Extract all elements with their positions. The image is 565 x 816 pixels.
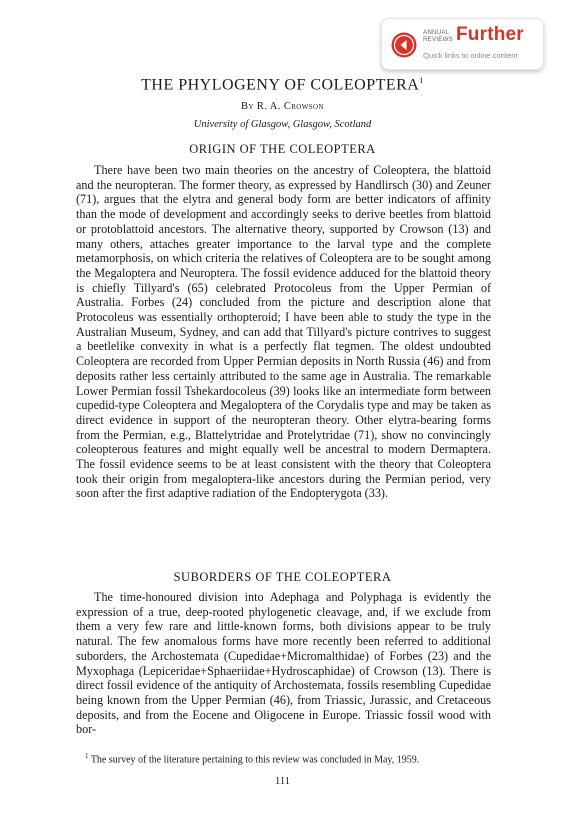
section-heading-suborders: SUBORDERS OF THE COLEOPTERA bbox=[173, 570, 392, 584]
section-paragraph-origin: There have been two main theories on the ancestry of Coleoptera, the blattoid and the neuropteran. The former theory, as expressed by Handlirsch (30) and Zeuner (71), argues that the elytra and general body form are better indicators of affinity than the mode of development and accordingly seeks to derive beetles from blattoid or protoblattoid ancestors. The alternative theory, supported by Crowson (13) and many others, attaches greater importance to the larval type and the complete metamorphosis, on which criteria the relatives of Coleoptera are to be sought among the Megaloptera and Neuroptera. The fossil evidence adduced for the blattoid theory is chiefly Tillyard's (65) celebrated Protocoleus from the Upper Permian of Australia. Forbes (24) concluded from the picture and description alone that Protocoleus was essentially orthopteroid; I have been able to study the type in the Australian Museum, Sydney, and can add that Tillyard's picture contrives to suggest a beetlelike convexity in what is a perfectly flat tegmen. The oldest undoubted Coleoptera are recorded from Upper Permian deposits in North Russia (46) and from deposits rather less certainly attributed to the same age in Australia. The remarkable Lower Permian fossil Tshekardocoleus (39) looks like an intermediate form between cupedid-type Coleoptera and Megaloptera of the Corydalis type and may be taken as direct evidence in support of the neuropteran theory. Other elytra-bearing forms from the Permian, e.g., Blattelytridae and Protelytridae (71), show no convincingly coleopterous features and might equally well be ancestral to modern Dermaptera. The fossil evidence seems to be at least consistent with the theory that Coleoptera took their origin from megaloptera-like ancestors during the Permian period, very soon after the first adaptive radiation of the Endopterygota (33). bbox=[76, 163, 491, 501]
affiliation-line: University of Glasgow, Glasgow, Scotland bbox=[193, 119, 372, 130]
page-number: 111 bbox=[275, 776, 290, 787]
arrow-circle-icon bbox=[391, 32, 417, 58]
section-paragraph-suborders: The time-honoured division into Adephaga and Polyphaga is evidently the expression of a true, deep-rooted phylogenetic cleavage, and, if we exclude from them a very few rare and little-known forms, both divisions appear to be truly natural. The few anomalous forms have more recently been referred to additional suborders, the Archostemata (Cupedidae+Micromalthidae) of Forbes (23) and the Myxophaga (Lepiceridae+Sphaeriidae+Hydroscaphidae) of Crowson (13). There is direct fossil evidence of the antiquity of Archostemata, fossils resembling Cupedidae being known from the Upper Permian (46), from Triassic, Jurassic, and Cretaceous deposits, and from the Eocene and Oligocene in Europe. Triassic fossil wood with bor- bbox=[76, 590, 491, 737]
further-label: Further bbox=[456, 24, 524, 45]
quick-links-label: Quick links to online content bbox=[423, 51, 518, 60]
title-footnote-mark[interactable]: 1 bbox=[419, 76, 424, 85]
article-title bbox=[0, 76, 565, 94]
footnote-text: The survey of the literature pertaining to this review was concluded in May, 1959. bbox=[90, 754, 420, 766]
annual-reviews-further-badge[interactable] bbox=[381, 18, 544, 70]
footnote-mark: 1 bbox=[85, 752, 89, 760]
author-line: By R. A. Crowson bbox=[241, 101, 324, 112]
footnote bbox=[76, 752, 496, 765]
section-heading-origin: ORIGIN OF THE COLEOPTERA bbox=[189, 142, 376, 156]
article-title-text: THE PHYLOGENY OF COLEOPTERA bbox=[141, 76, 420, 94]
annual-reviews-label: ANNUAL REVIEWS bbox=[423, 29, 453, 43]
